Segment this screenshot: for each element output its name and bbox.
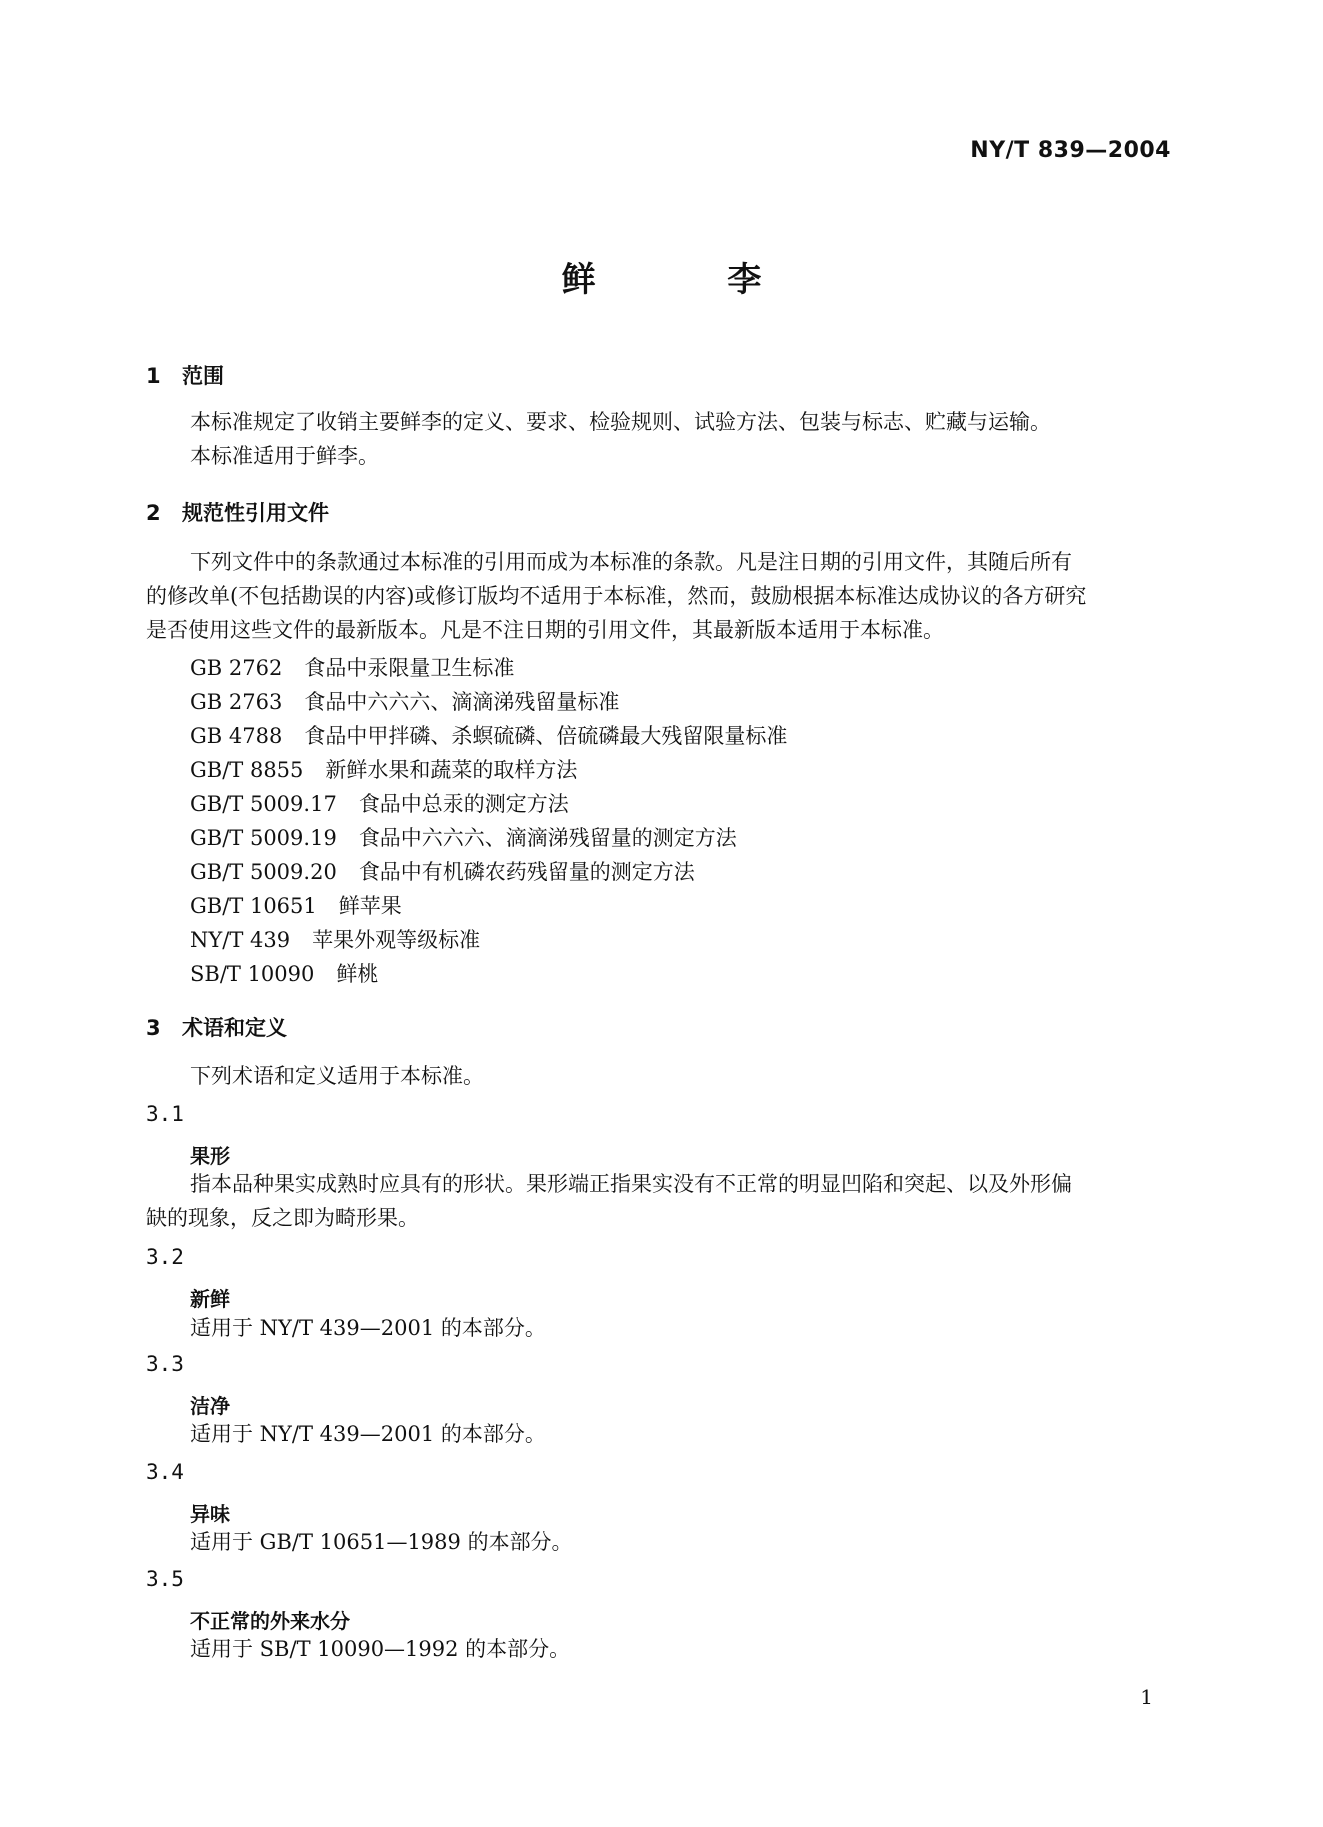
- reference-title: 食品中甲拌磷、杀螟硫磷、倍硫磷最大残留限量标准: [304, 724, 788, 748]
- reference-code: GB/T 5009.17: [190, 792, 337, 816]
- paragraph: 是否使用这些文件的最新版本。凡是不注日期的引用文件，其最新版本适用于本标准。: [146, 618, 944, 642]
- paragraph: 缺的现象，反之即为畸形果。: [146, 1206, 419, 1230]
- paragraph: 下列术语和定义适用于本标准。: [190, 1064, 484, 1088]
- reference-code: GB/T 5009.20: [190, 860, 337, 884]
- section-heading-3: [146, 1012, 287, 1042]
- reference-code: GB/T 5009.19: [190, 826, 337, 850]
- page-title: 鲜 李: [561, 260, 822, 300]
- section-title: 规范性引用文件: [182, 501, 329, 525]
- reference-title: 食品中有机磷农药残留量的测定方法: [358, 860, 695, 884]
- paragraph: 本标准规定了收销主要鲜李的定义、要求、检验规则、试验方法、包装与标志、贮藏与运输。: [190, 410, 1051, 434]
- term-heading: 果形: [190, 1144, 230, 1168]
- reference-item: [190, 788, 569, 818]
- term-heading: 新鲜: [190, 1287, 230, 1311]
- section-heading-1: [146, 360, 224, 390]
- paragraph: 本标准适用于鲜李。: [190, 444, 379, 468]
- section-heading-2: [146, 497, 329, 527]
- section-title: 术语和定义: [182, 1016, 287, 1040]
- reference-title: 食品中六六六、滴滴涕残留量标准: [304, 690, 620, 714]
- reference-item: [190, 686, 619, 716]
- reference-item: [190, 856, 695, 886]
- paragraph: 适用于 SB/T 10090—1992 的本部分。: [190, 1637, 571, 1661]
- section-number: 1: [146, 364, 161, 388]
- reference-item: [190, 754, 577, 784]
- paragraph: 的修改单(不包括勘误的内容)或修订版均不适用于本标准，然而，鼓励根据本标准达成协议的各方研究: [146, 584, 1087, 608]
- reference-title: 新鲜水果和蔬菜的取样方法: [325, 758, 578, 782]
- reference-item: [190, 924, 480, 954]
- paragraph: 下列文件中的条款通过本标准的引用而成为本标准的条款。凡是注日期的引用文件，其随后所有: [190, 550, 1072, 574]
- reference-title: 食品中总汞的测定方法: [358, 792, 569, 816]
- paragraph: 适用于 GB/T 10651—1989 的本部分。: [190, 1530, 573, 1554]
- reference-code: SB/T 10090: [190, 962, 315, 986]
- reference-title: 鲜桃: [336, 962, 379, 986]
- reference-title: 食品中六六六、滴滴涕残留量的测定方法: [358, 826, 737, 850]
- reference-title: 鲜苹果: [338, 894, 402, 918]
- subsection-number: 3.3: [146, 1352, 184, 1376]
- reference-item: [190, 720, 787, 750]
- section-title: 范围: [182, 364, 224, 388]
- subsection-number: 3.4: [146, 1460, 184, 1484]
- page-number: 1: [1140, 1685, 1153, 1709]
- term-heading: 不正常的外来水分: [190, 1609, 350, 1633]
- reference-item: [190, 890, 402, 920]
- paragraph: 适用于 NY/T 439—2001 的本部分。: [190, 1422, 546, 1446]
- section-number: 3: [146, 1016, 161, 1040]
- reference-title: 苹果外观等级标准: [312, 928, 481, 952]
- term-heading: 洁净: [190, 1394, 230, 1418]
- reference-item: [190, 822, 737, 852]
- reference-code: GB 2762: [190, 656, 283, 680]
- term-heading: 异味: [190, 1502, 230, 1526]
- reference-item: [190, 652, 514, 682]
- reference-code: GB 4788: [190, 724, 283, 748]
- reference-item: [190, 958, 378, 988]
- subsection-number: 3.1: [146, 1102, 184, 1126]
- subsection-number: 3.2: [146, 1245, 184, 1269]
- reference-code: GB 2763: [190, 690, 283, 714]
- reference-title: 食品中汞限量卫生标准: [304, 656, 515, 680]
- standard-code: NY/T 839—2004: [970, 138, 1171, 163]
- reference-code: GB/T 8855: [190, 758, 304, 782]
- paragraph: 指本品种果实成熟时应具有的形状。果形端正指果实没有不正常的明显凹陷和突起、以及外形偏: [190, 1172, 1072, 1196]
- paragraph: 适用于 NY/T 439—2001 的本部分。: [190, 1316, 546, 1340]
- section-number: 2: [146, 501, 161, 525]
- reference-code: NY/T 439: [190, 928, 291, 952]
- reference-code: GB/T 10651: [190, 894, 317, 918]
- subsection-number: 3.5: [146, 1567, 184, 1591]
